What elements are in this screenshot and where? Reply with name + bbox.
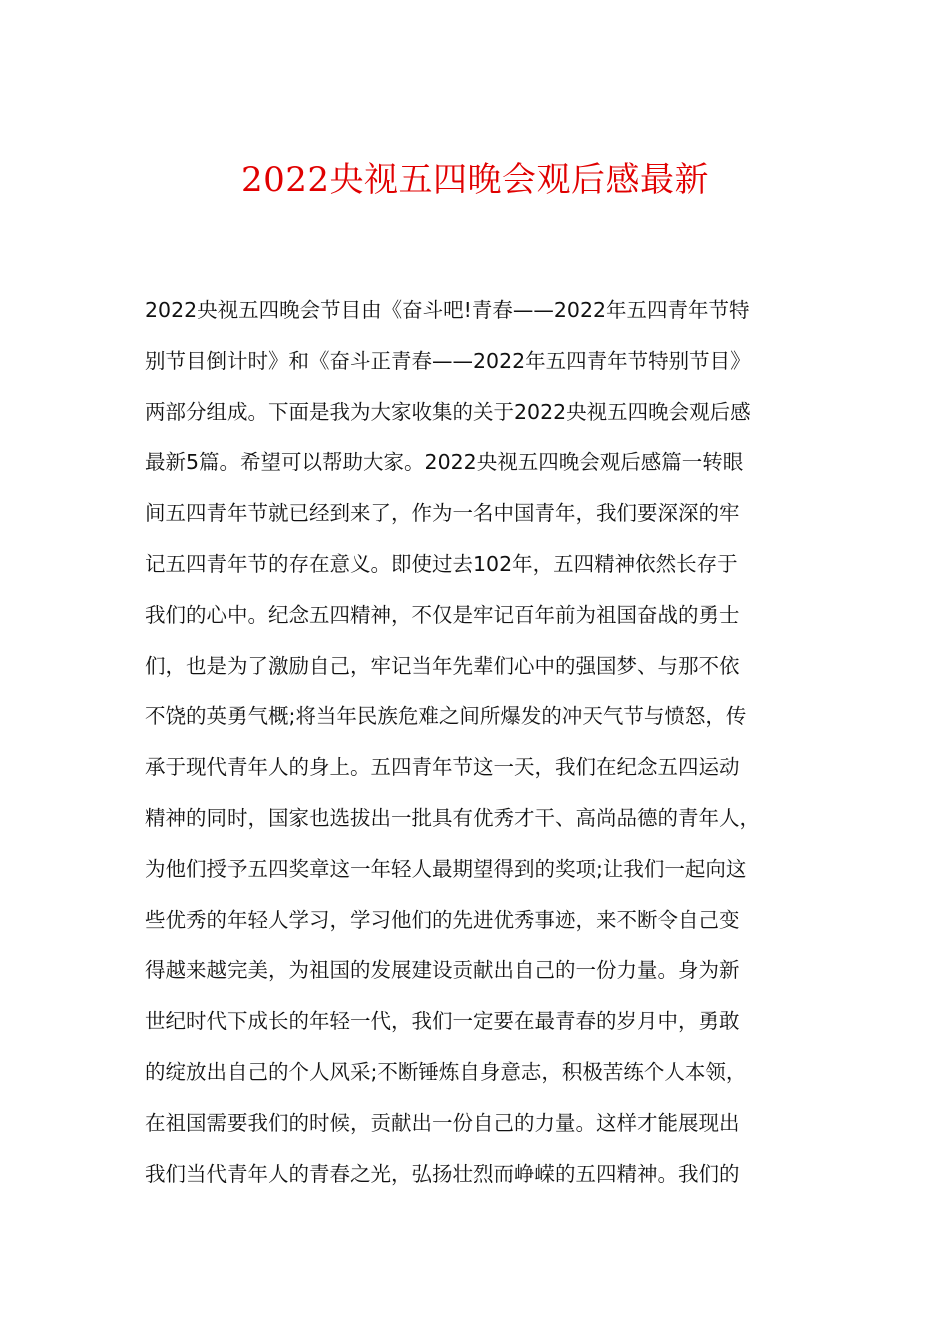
- body-line-9: 不饶的英勇气概;将当年民族危难之间所爆发的冲天气节与愤怒，传: [145, 704, 747, 729]
- body-line-13: 些优秀的年轻人学习，学习他们的先进优秀事迹，来不断令自己变: [145, 907, 740, 932]
- document-title: 2022央视五四晚会观后感最新: [240, 160, 710, 200]
- body-line-12: 为他们授予五四奖章这一年轻人最期望得到的奖项;让我们一起向这: [145, 856, 747, 881]
- body-line-10: 承于现代青年人的身上。五四青年节这一天，我们在纪念五四运动: [145, 755, 740, 780]
- body-line-18: 我们当代青年人的青春之光，弘扬壮烈而峥嵘的五四精神。我们的: [145, 1161, 740, 1186]
- body-line-14: 得越来越完美，为祖国的发展建设贡献出自己的一份力量。身为新: [145, 958, 740, 983]
- body-line-17: 在祖国需要我们的时候，贡献出一份自己的力量。这样才能展现出: [145, 1110, 740, 1135]
- body-line-8: 们，也是为了激励自己，牢记当年先辈们心中的强国梦、与那不依: [145, 653, 740, 678]
- body-line-16: 的绽放出自己的个人风采;不断锤炼自身意志，积极苦练个人本领，: [145, 1059, 747, 1084]
- body-line-3: 两部分组成。下面是我为大家收集的关于2022央视五四晚会观后感: [145, 399, 751, 424]
- body-line-15: 世纪时代下成长的年轻一代，我们一定要在最青春的岁月中，勇敢: [145, 1009, 740, 1034]
- body-line-6: 记五四青年节的存在意义。即使过去102年，五四精神依然长存于: [145, 551, 738, 576]
- body-line-11: 精神的同时，国家也选拔出一批具有优秀才干、高尚品德的青年人，: [145, 805, 760, 830]
- document-body: [145, 285, 815, 1199]
- body-line-2: 别节目倒计时》和《奋斗正青春——2022年五四青年节特别节目》: [145, 348, 751, 373]
- body-line-7: 我们的心中。纪念五四精神，不仅是牢记百年前为祖国奋战的勇士: [145, 602, 740, 627]
- body-line-1: 2022央视五四晚会节目由《奋斗吧!青春——2022年五四青年节特: [145, 298, 750, 322]
- body-line-4: 最新5篇。希望可以帮助大家。2022央视五四晚会观后感篇一转眼: [145, 450, 744, 475]
- body-line-5: 间五四青年节就已经到来了，作为一名中国青年，我们要深深的牢: [145, 501, 740, 526]
